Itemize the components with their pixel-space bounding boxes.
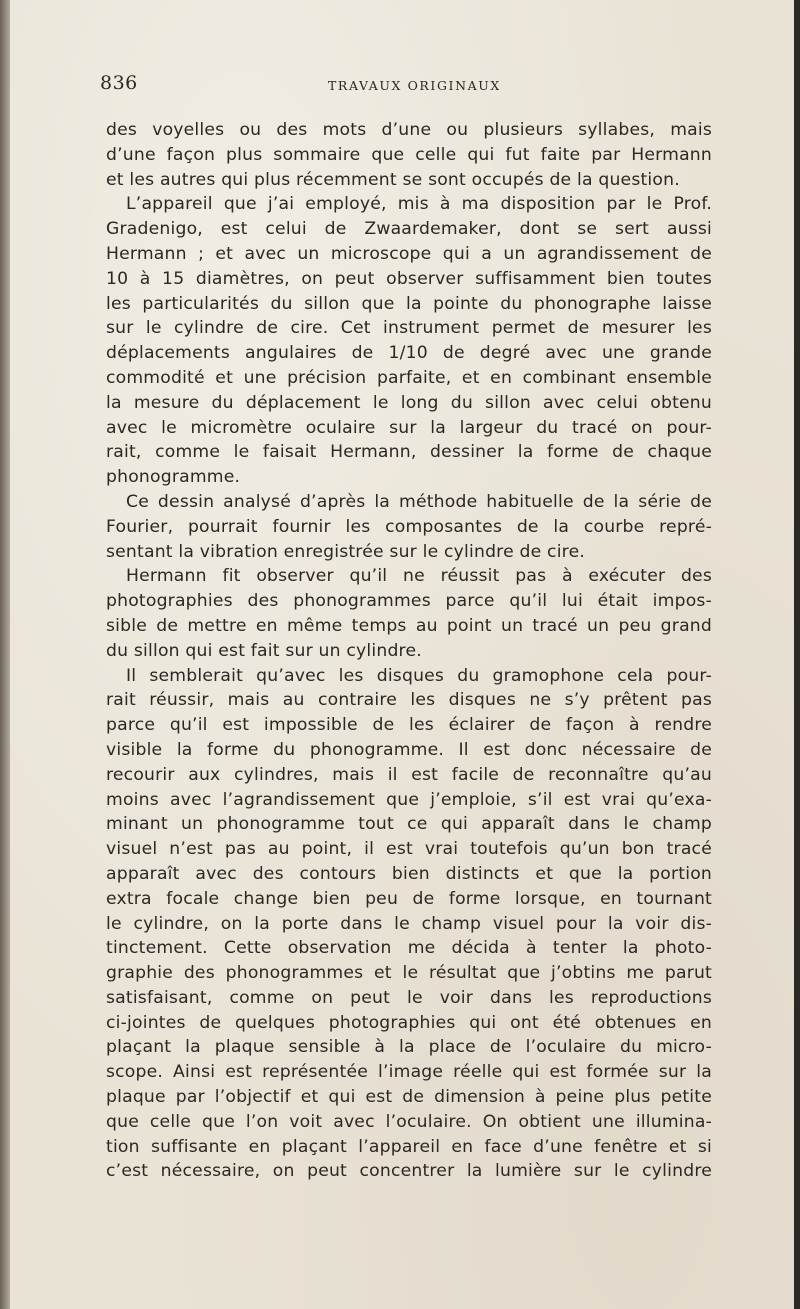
text-line: des voyelles ou des mots d’une ou plusieurs syllabes, mais — [106, 120, 712, 140]
text-line: commodité et une précision parfaite, et en combinant ensemble — [106, 367, 712, 388]
page-number: 836 — [100, 72, 138, 94]
text-line: Fourier, pourrait fournir les composantes de la courbe repré- — [106, 516, 712, 537]
text-line: extra focale change bien peu de forme lorsque, en tournant — [106, 888, 712, 909]
text-line: minant un phonogramme tout ce qui apparaît dans le champ — [106, 814, 712, 835]
text-line: que celle que l’on voit avec l’oculaire. On obtient une illumina- — [106, 1111, 712, 1132]
text-line: Hermann ; et avec un microscope qui a un agrandissement de — [106, 243, 712, 264]
text-line: tinctement. Cette observation me décida à tenter la photo- — [106, 938, 712, 959]
page-header — [100, 72, 715, 102]
text-line: satisfaisant, comme on peut le voir dans les reproductions — [106, 987, 712, 1008]
text-line: photographies des phonogrammes parce qu’il lui était impos- — [106, 591, 712, 612]
text-line: les particularités du sillon que la pointe du phonographe laisse — [106, 293, 712, 314]
text-line: plaque par l’objectif et qui est de dimension à peine plus petite — [106, 1087, 712, 1108]
text-line: graphie des phonogrammes et le résultat que j’obtins me parut — [106, 963, 712, 984]
text-line: scope. Ainsi est représentée l’image réelle qui est formée sur la — [106, 1062, 712, 1083]
text-line: 10 à 15 diamètres, on peut observer suffisamment bien toutes — [106, 268, 712, 289]
text-line: Ce dessin analysé d’après la méthode habituelle de la série de — [126, 491, 712, 512]
running-head: TRAVAUX ORIGINAUX — [328, 78, 501, 93]
text-line: rait réussir, mais au contraire les disques ne s’y prêtent pas — [106, 690, 712, 711]
text-line: du sillon qui est fait sur un cylindre. — [106, 640, 422, 661]
text-line: déplacements angulaires de 1/10 de degré avec une grande — [106, 343, 712, 364]
text-line: apparaît avec des contours bien distincts et que la portion — [106, 863, 712, 884]
text-line: rait, comme le faisait Hermann, dessiner la forme de chaque — [106, 442, 712, 463]
text-line: et les autres qui plus récemment se sont occupés de la question. — [106, 169, 680, 190]
text-line: Gradenigo, est celui de Zwaardemaker, dont se sert aussi — [106, 219, 712, 240]
text-line: d’une façon plus sommaire que celle qui fut faite par Hermann — [106, 144, 712, 165]
text-line: visible la forme du phonogramme. Il est donc nécessaire de — [106, 739, 712, 760]
text-line: moins avec l’agrandissement que j’emploie, s’il est vrai qu’exa- — [106, 789, 712, 810]
text-line: visuel n’est pas au point, il est vrai toutefois qu’un bon tracé — [106, 839, 712, 860]
text-line: ci-jointes de quelques photographies qui ont été obtenues en — [106, 1012, 712, 1033]
text-line: avec le micromètre oculaire sur la largeur du tracé on pour- — [106, 417, 712, 438]
body-text — [106, 118, 712, 1184]
text-line: le cylindre, on la porte dans le champ visuel pour la voir dis- — [106, 913, 712, 934]
text-line: tion suffisante en plaçant l’appareil en face d’une fenêtre et si — [106, 1136, 712, 1157]
text-line: parce qu’il est impossible de les éclairer de façon à rendre — [106, 715, 712, 736]
text-line: Il semblerait qu’avec les disques du gramophone cela pour- — [126, 665, 712, 686]
text-line: sible de mettre en même temps au point un tracé un peu grand — [106, 615, 712, 636]
text-line: sentant la vibration enregistrée sur le cylindre de cire. — [106, 541, 586, 562]
text-line: L’appareil que j’ai employé, mis à ma disposition par le Prof. — [126, 194, 712, 215]
text-line: sur le cylindre de cire. Cet instrument permet de mesurer les — [106, 318, 712, 339]
scan-edge-right — [794, 0, 800, 1309]
text-line: c’est nécessaire, on peut concentrer la lumière sur le cylindre — [106, 1161, 712, 1182]
text-line: plaçant la plaque sensible à la place de l’oculaire du micro- — [106, 1037, 712, 1058]
text-line: Hermann fit observer qu’il ne réussit pas à exécuter des — [126, 566, 712, 587]
text-line: recourir aux cylindres, mais il est facile de reconnaître qu’au — [106, 764, 712, 785]
text-line: phonogramme. — [106, 467, 241, 488]
text-line: la mesure du déplacement le long du sillon avec celui obtenu — [106, 392, 712, 413]
